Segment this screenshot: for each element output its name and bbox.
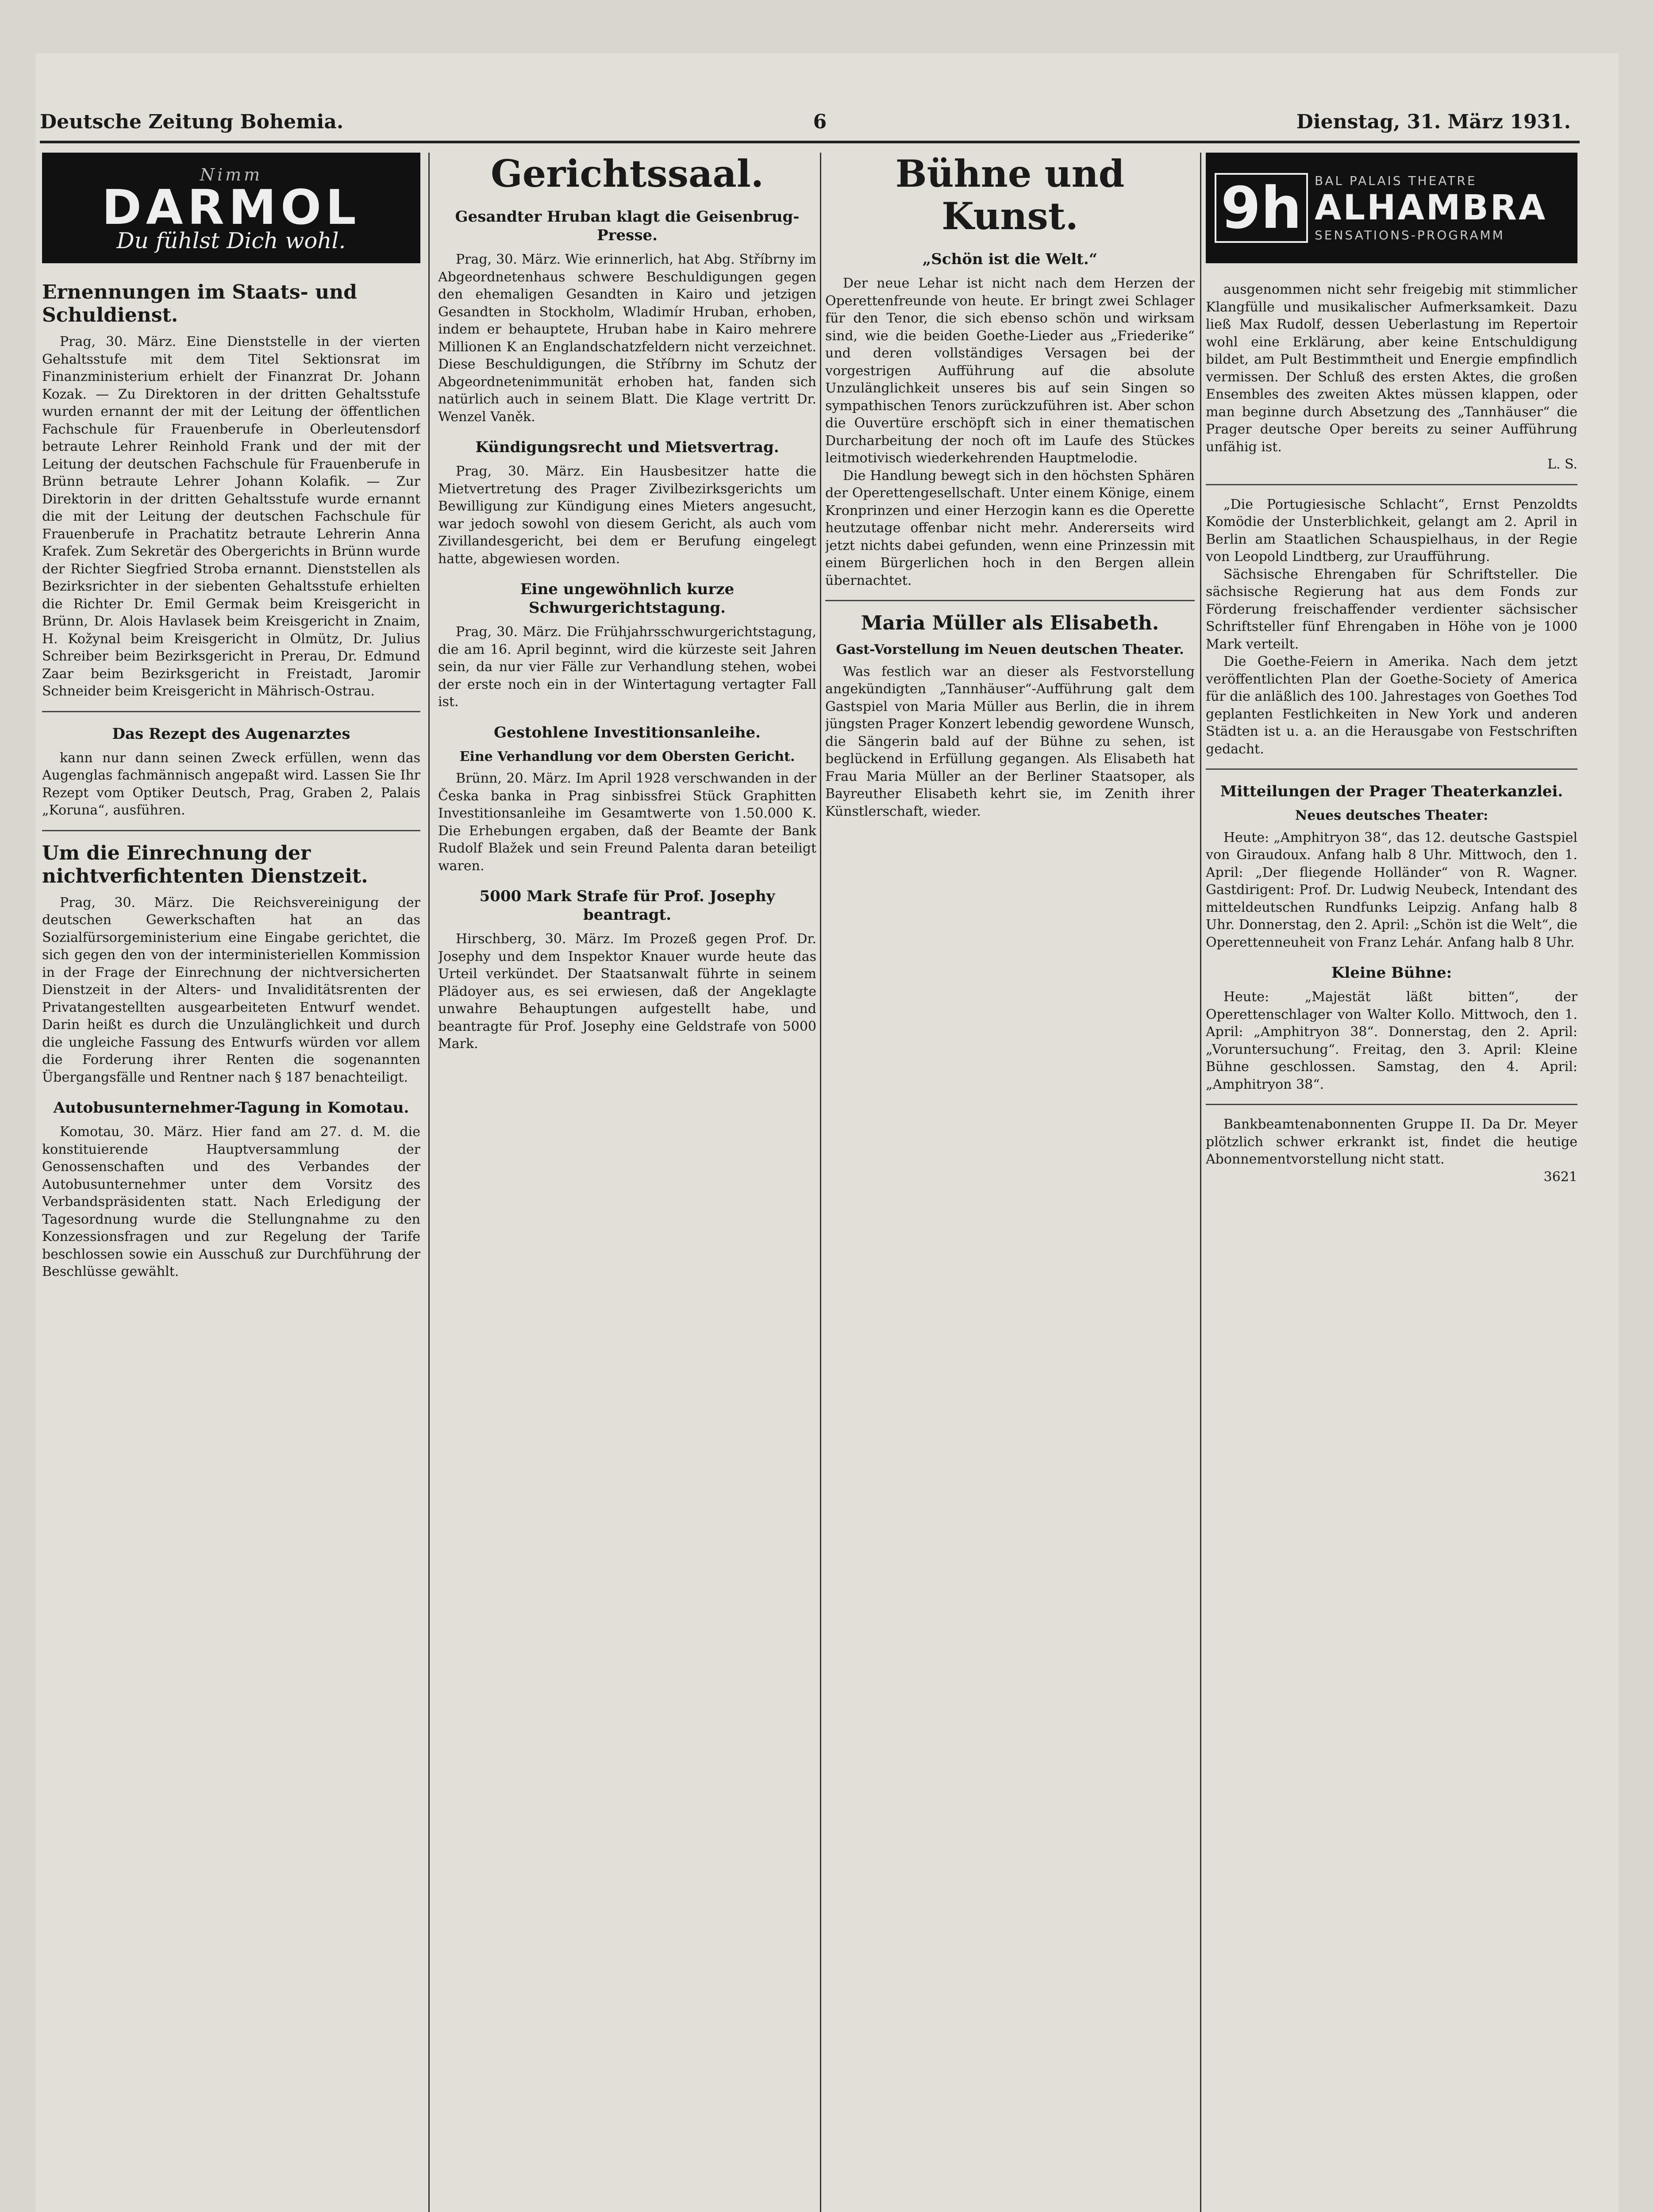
darmol-ad-top: Nimm — [200, 165, 263, 184]
article-number: 3621 — [1543, 1169, 1577, 1185]
article-heading: 5000 Mark Strafe für Prof. Josephy beantragt. — [479, 887, 775, 924]
separator — [1206, 484, 1577, 485]
section-title-court: Gerichtssaal. — [491, 153, 764, 196]
article-signature: L. S. — [1547, 457, 1577, 472]
article-text: „Die Portugiesische Schlacht“, Ernst Penzoldts Komödie der Unsterblichkeit, gelangt am 2. April in Berlin am Staatlichen Schauspielhaus, in der Regie von Leopold Lindtberg, zur Uraufführung. — [1206, 496, 1577, 565]
article-subheading: Neues deutsches Theater: — [1295, 808, 1489, 823]
article-text: Prag, 30. März. Wie erinnerlich, hat Abg. Stříbrny im Abgeordnetenhaus schwere Beschuldigungen gegen den ehemaligen Gesandten in Kairo und jetzigen Gesandten in Stockholm, Wladimír Hruban, erhoben, indem er behauptete, Hruban habe in Kairo mehrere Millionen K an Englandschatzfeldern nicht verzeichnet. Diese Beschuldigungen, die Stříbrny im Schutz der Abgeordnetenimmunität erhoben hat, fanden sich natürlich auch in seinem Blatt. Die Klage vertritt Dr. Wenzel Vaněk. — [438, 252, 816, 425]
article-text: Sächsische Ehrengaben für Schriftsteller. Die sächsische Regierung hat aus dem Fonds zur Förderung freischaffender verdienter sächsischer Schriftsteller fünf Ehrengaben in Höhe von je 1000 Mark verteilt. — [1206, 566, 1577, 652]
column-4 — [1206, 153, 1577, 2212]
alhambra-ad-top: BAL PALAIS THEATRE — [1315, 173, 1477, 188]
article-subheading: Eine Verhandlung vor dem Obersten Gericht. — [459, 749, 795, 764]
article-heading: Mitteilungen der Prager Theaterkanzlei. — [1220, 783, 1563, 800]
article-heading: Gestohlene Investitionsanleihe. — [494, 723, 761, 741]
article-text: ausgenommen nicht sehr freigebig mit stimmlicher Klangfülle und musikalischer Aufmerksamkeit. Dazu ließ Max Rudolf, dessen Ueberlastung im Repertoir wohl eine Erklärung, aber keine Entschuldigung bildet, am Pult Bestimmtheit und Energie empfindlich vermissen. Der Schluß des ersten Aktes, die großen Ensembles des zweiten Aktes müssen klappen, oder man beginne durch Absetzung des „Tannhäuser“ die Prager deutsche Oper bereits zu seiner Aufführung unfähig ist. — [1206, 282, 1577, 455]
article-heading: Ernennungen im Staats- und Schuldienst. — [42, 281, 357, 326]
separator — [825, 600, 1195, 601]
article-text: Die Goethe-Feiern in Amerika. Nach dem jetzt veröffentlichten Plan der Goethe-Society of America für die anläßlich des 100. Jahrestages von Goethes Tod geplanten Festlichkeiten in New York und anderen Städten ist u. a. an die Herausgabe von Festschriften gedacht. — [1206, 654, 1577, 757]
alhambra-ad-brand: ALHAMBRA — [1315, 188, 1547, 228]
article-heading: Autobusunternehmer-Tagung in Komotau. — [53, 1099, 409, 1117]
article-heading: Eine ungewöhnlich kurze Schwurgerichtstagung. — [520, 580, 735, 617]
article-text: Prag, 30. März. Die Frühjahrsschwurgerichtstagung, die am 16. April beginnt, wird die kürzeste seit Jahren sein, da nur vier Fälle zur Verhandlung stehen, wobei der erste noch ein in der Wintertagung vertagter Fall ist. — [438, 624, 816, 710]
separator — [1206, 768, 1577, 770]
page-header — [40, 106, 1571, 137]
article-text: Die Handlung bewegt sich in den höchsten Sphären der Operettengesellschaft. Unter einem Könige, einem Kronprinzen und einer Herzogin kann es die Operette heutzutage offenbar nicht mehr. Andererseits wird jetzt nichts dabei gefunden, wenn eine Prinzessin mit einem Bürgerlichen hoch in den Bergen allein übernachtet. — [825, 468, 1195, 588]
alhambra-ad-sub: SENSATIONS-PROGRAMM — [1315, 228, 1505, 242]
article-text: Hirschberg, 30. März. Im Prozeß gegen Prof. Dr. Josephy und dem Inspektor Knauer wurde heute das Urteil verkündet. Der Staatsanwalt führte in seinem Plädoyer aus, es sei erwiesen, daß der Angeklagte unwahre Behauptungen aufgestellt habe, und beantragte für Prof. Josephy eine Geldstrafe von 5000 Mark. — [438, 931, 816, 1052]
article-text: Prag, 30. März. Ein Hausbesitzer hatte die Mietvertretung des Prager Zivilbezirksgerichts um Bewilligung zur Kündigung eines Mieters angesucht, war jedoch sowohl von diesem Gericht, als auch vom Zivillandesgericht, bei dem er Berufung eingelegt hatte, abgewiesen worden. — [438, 464, 816, 567]
column-divider — [1200, 153, 1201, 2212]
article-heading: Gesandter Hruban klagt die Geisenbrug-Presse. — [455, 208, 800, 244]
darmol-ad-brand: DARMOL — [102, 180, 361, 235]
article-heading: Kleine Bühne: — [1331, 964, 1452, 982]
article-text: Prag, 30. März. Die Reichsvereinigung der deutschen Gewerkschaften hat an das Sozialfürsorgeministerium eine Eingabe gerichtet, die sich gegen den von der interministeriellen Kommission in der Frage der Einrechnung der nichtversicherten Dienstzeit in der Alters- und Invaliditätsrenten der Privatangestellten ausgearbeiteten Entwurf wendet. Darin heißt es durch die Unzulänglichkeit und durch die ungleiche Fassung des Entwurfs würden vor allem die Forderung ihrer Renten die sogenannten Übergangsfälle und Rentner nach § 187 benachteiligt. — [42, 895, 420, 1085]
column-3 — [825, 153, 1195, 2212]
darmol-ad — [42, 153, 420, 263]
article-text: Was festlich war an dieser als Festvorstellung angekündigten „Tannhäuser“-Aufführung galt dem Gastspiel von Maria Müller aus Berlin, die in ihrem jüngsten Prager Konzert lebendig gewordene Wunsch, die Sängerin bald auf der Bühne zu sehen, ist beglückend in Erfüllung gegangen. Als Elisabeth hat Frau Maria Müller an der Berliner Staatsoper, als Bayreuther Elisabeth kehrt sie, im Zenith ihrer Künstlerschaft, wieder. — [825, 664, 1195, 819]
separator — [42, 830, 420, 831]
article-heading: Um die Einrechnung der nichtverfichtenten Dienstzeit. — [42, 841, 368, 887]
article-text: Prag, 30. März. Eine Dienststelle in der vierten Gehaltsstufe mit dem Titel Sektionsrat im Finanzministerium erhielt der Finanzrat Dr. Johann Kozak. — Zu Direktoren in der dritten Gehaltsstufe wurden ernannt der mit der Leitung der öffentlichen Fachschule für Frauenberufe in Oberleutensdorf betraute Lehrer Reinhold Frank und der mit der Leitung der deutschen Fachschule für Frauenberufe in Brünn betraute Lehrer Johann Kolafik. — Zur Direktorin in der dritten Gehaltsstufe wurde ernannt die mit der Leitung der deutschen Fachschule für Frauenberufe in Prachatitz betraute Lehrerin Anna Krafek. Zum Sekretär des Obergerichts in Brünn wurde der Richter Siegfried Stroba ernannt. Dienststellen als Bezirksrichter in der siebenten Gehaltsstufe erhielten die Richter Dr. Emil Germak beim Kreisgericht in Brünn, Dr. Alois Havlasek beim Kreisgericht in Znaim, H. Kožynal beim Kreisgericht in Olmütz, Dr. Julius Schreiber beim Bezirksgericht in Prerau, Dr. Edmund Zaar beim Bezirksgericht in Freistadt, Jaromir Schneider beim Kreisgericht in Mährisch-Ostrau. — [42, 334, 420, 699]
column-divider — [428, 153, 430, 2212]
article-text: Der neue Lehar ist nicht nach dem Herzen der Operettenfreunde von heute. Er bringt zwei Schlager für den Tenor, die sich ebenso schön und wirksam sind, wie die beiden Goethe-Lieder aus „Friederike“ und deren vollständiges Versagen bei der vorgestrigen Aufführung auf die absolute Unzulänglichkeit unseres bis auf sein Singen so sympathischen Tenors zurückzuführen ist. Aber schon die Ouvertüre erschöpft sich in einer thematischen Durcharbeitung der noch oft im Laufe des Stückes leitmotivisch wiederkehrenden Hauptmelodie. — [825, 276, 1195, 466]
article-subheading: Gast-Vorstellung im Neuen deutschen Theater. — [836, 642, 1184, 657]
article-text: Bankbeamtenabonnenten Gruppe II. Da Dr. Meyer plötzlich schwer erkrankt ist, findet die heutige Abonnementvorstellung nicht statt. — [1206, 1117, 1577, 1167]
column-divider — [820, 153, 821, 2212]
darmol-ad-tagline: Du fühlst Dich wohl. — [116, 228, 346, 253]
section-title-arts: Bühne und Kunst. — [895, 153, 1125, 238]
alhambra-ad — [1206, 153, 1577, 263]
article-text: Brünn, 20. März. Im April 1928 verschwanden in der Česka banka in Prag sinbissfrei Stück Graphitten Investitionsanleihe im Gesamtwerte von 1.50.000 K. Die Erhebungen ergaben, daß der Beamte der Bank Rudolf Blažek und sein Freund Palenta daran beteiligt waren. — [438, 771, 816, 874]
separator — [1206, 1104, 1577, 1105]
article-text: Heute: „Majestät läßt bitten“, der Operettenschlager von Walter Kollo. Mittwoch, den 1. April: „Amphitryon 38“. Donnerstag, den 2. April: „Voruntersuchung“. Freitag, den 3. April: Kleine Bühne geschlossen. Samstag, den 4. April: „Amphitryon 38“. — [1206, 989, 1577, 1092]
separator — [42, 711, 420, 712]
article-text: Heute: „Amphitryon 38“, das 12. deutsche Gastspiel von Giraudoux. Anfang halb 8 Uhr. Mittwoch, den 1. April: „Der fliegende Holländer“ von R. Wagner. Gastdirigent: Prof. Dr. Ludwig Neubeck, Intendant des mitteldeutschen Rundfunks Leipzig. Anfang halb 8 Uhr. Donnerstag, den 2. April: „Schön ist die Welt“, die Operettenneuheit von Franz Lehár. Anfang halb 8 Uhr. — [1206, 830, 1577, 950]
notice-heading: Das Rezept des Augenarztes — [112, 725, 350, 743]
article-heading: Maria Müller als Elisabeth. — [861, 612, 1159, 634]
header-rule — [40, 141, 1580, 143]
header-date: Dienstag, 31. März 1931. — [1296, 110, 1571, 133]
header-paper-name: Deutsche Zeitung Bohemia. — [40, 110, 344, 133]
header-page-number: 6 — [813, 110, 827, 133]
column-1 — [42, 153, 420, 2212]
article-heading: „Schön ist die Welt.“ — [922, 250, 1098, 268]
article-heading: Kündigungsrecht und Mietsvertrag. — [475, 438, 779, 456]
alhambra-ad-logo: 9h — [1215, 173, 1308, 243]
notice-text: kann nur dann seinen Zweck erfüllen, wenn das Augenglas fachmännisch angepaßt wird. Lassen Sie Ihr Rezept vom Optiker Deutsch, Prag, Graben 2, Palais „Koruna“, ausführen. — [42, 750, 420, 818]
column-2 — [438, 153, 816, 2212]
article-text: Komotau, 30. März. Hier fand am 27. d. M. die konstituierende Hauptversammlung der Genossenschaften und des Verbandes der Autobusunternehmer unter dem Vorsitz des Verbandspräsidenten statt. Nach Erledigung der Tagesordnung wurde die Stellungnahme zu den Konzessionsfragen und zur Regelung der Tarife beschlossen sowie ein Ausschuß zur Durchführung der Beschlüsse gewählt. — [42, 1124, 420, 1279]
